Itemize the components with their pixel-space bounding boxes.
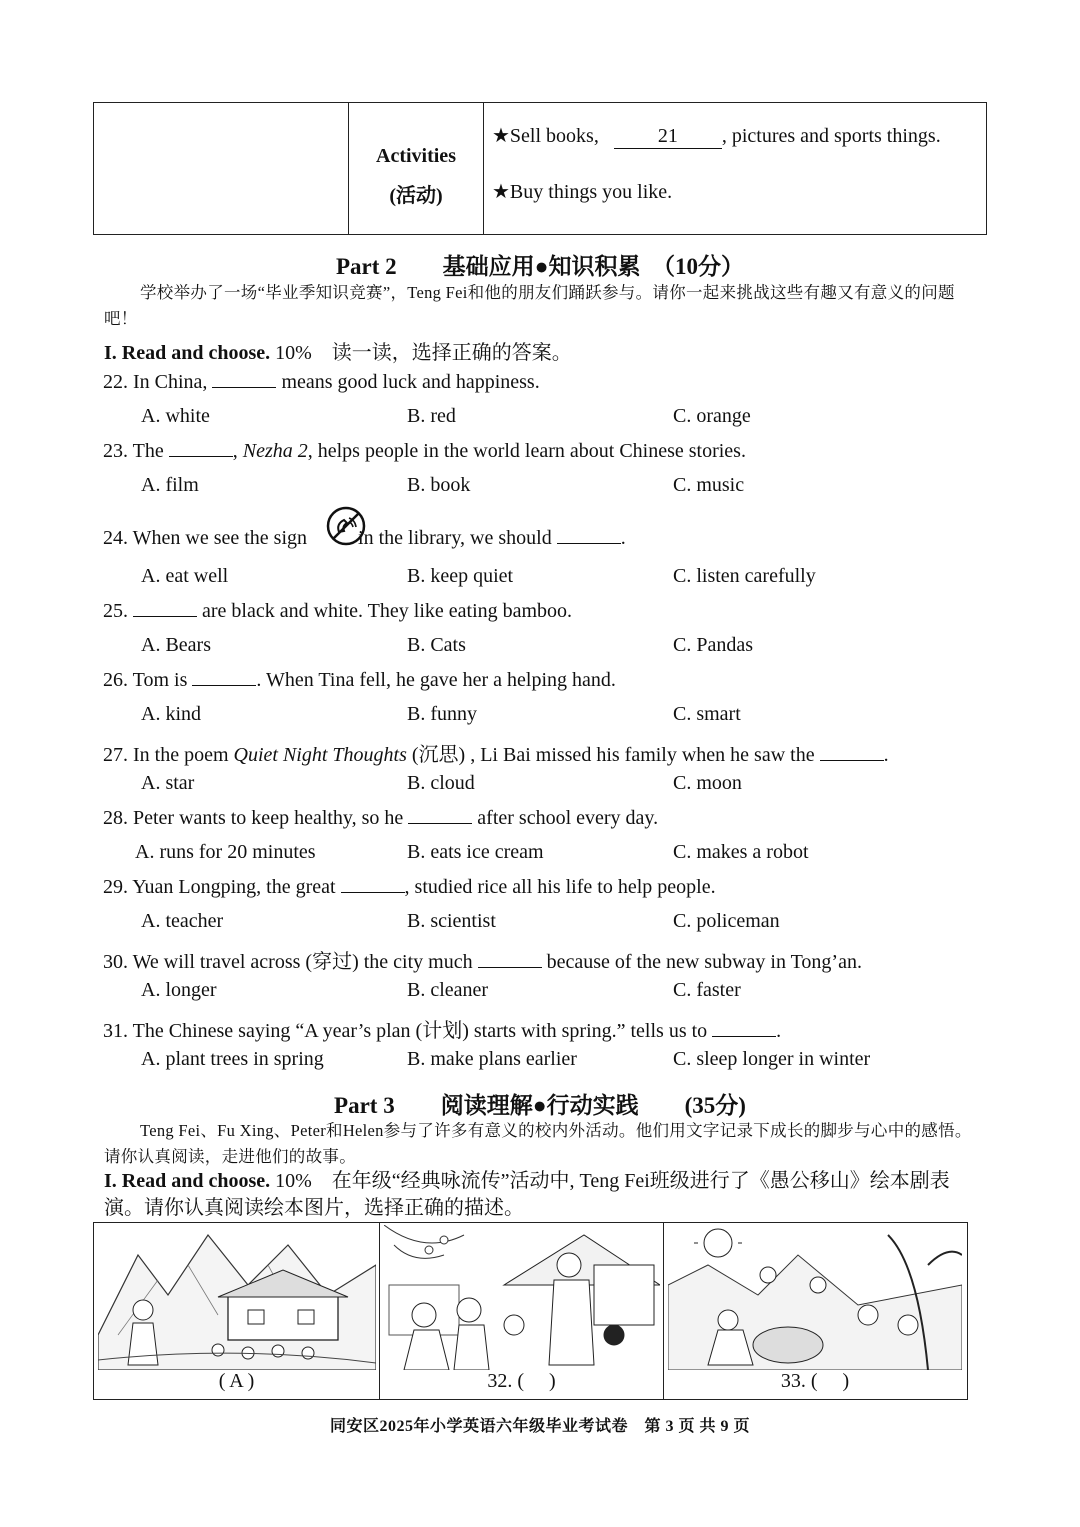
option-c[interactable]: C. listen carefully [673, 565, 816, 587]
moving-rocks-illustration [668, 1225, 962, 1370]
answer-blank[interactable] [169, 440, 233, 457]
q23-pre: 23. The [103, 440, 169, 462]
option-c[interactable]: C. smart [673, 703, 741, 725]
q27-post: (沉思) , Li Bai missed his family when he saw the [406, 744, 820, 766]
option-a[interactable]: A. plant trees in spring [141, 1048, 324, 1070]
answer-blank[interactable] [408, 807, 472, 824]
option-a[interactable]: A. star [141, 772, 195, 794]
question-22 [103, 371, 540, 394]
part2-section-heading [104, 336, 572, 365]
picture-33 [664, 1223, 966, 1399]
question-31 [103, 1014, 781, 1043]
option-a[interactable]: A. white [141, 405, 210, 427]
question-26 [103, 669, 616, 692]
section-rest: 10% 在年级“经典咏流传”活动中, Teng Fei班级进行了《愚公移山》绘本剧表演。请你认真阅读绘本图片，选择正确的描述。 [104, 1170, 950, 1219]
q22-pre: 22. In China, [103, 371, 213, 393]
section-bold: I. Read and choose. [104, 342, 271, 364]
yugong-mountain-scene-illustration [98, 1225, 376, 1370]
q25-post: are black and white. They like eating bamboo. [197, 600, 573, 622]
activity-answer: 21 [614, 125, 722, 149]
option-c[interactable]: C. makes a robot [673, 841, 809, 863]
question-30 [103, 945, 862, 974]
picture-book-strip [93, 1222, 968, 1400]
option-c[interactable]: C. faster [673, 979, 741, 1001]
question-28 [103, 807, 658, 830]
q28-pre: 28. Peter wants to keep healthy, so he [103, 807, 409, 829]
answer-blank[interactable] [192, 669, 256, 686]
question-23 [103, 440, 746, 463]
answer-blank[interactable] [820, 744, 884, 761]
q28-post: after school every day. [472, 807, 659, 829]
q27-italic: Quiet Night Thoughts [233, 744, 407, 766]
q31-pre: 31. The Chinese saying “A year’s plan (计划) starts with spring.” tells us to [103, 1020, 713, 1042]
question-25 [103, 600, 572, 623]
caption-32: 32. ( ) [487, 1370, 556, 1392]
option-a[interactable]: A. kind [141, 703, 201, 725]
answer-blank[interactable] [557, 527, 621, 544]
q23-mid: , [232, 440, 243, 462]
section-bold: I. Read and choose. [104, 1170, 271, 1192]
caption-a: ( A ) [218, 1370, 255, 1392]
q29-post: , studied rice all his life to help people. [404, 876, 716, 898]
option-c[interactable]: C. Pandas [673, 634, 753, 656]
option-b[interactable]: B. Cats [407, 634, 466, 656]
activities-zh: (活动) [389, 185, 443, 207]
table-cell-activities-content [484, 103, 986, 234]
q29-pre: 29. Yuan Longping, the great [103, 876, 341, 898]
part2-title: Part 2 基础应用●知识积累 （10分） [335, 254, 745, 279]
option-b[interactable]: B. book [407, 474, 471, 496]
answer-blank[interactable] [341, 876, 405, 893]
activities-en: Activities [376, 145, 456, 167]
q30-pre: 30. We will travel across (穿过) the city much [103, 951, 478, 973]
option-a[interactable]: A. eat well [141, 565, 229, 587]
option-a[interactable]: A. Bears [141, 634, 211, 656]
option-c[interactable]: C. sleep longer in winter [673, 1048, 871, 1070]
q26-pre: 26. Tom is [103, 669, 193, 691]
option-c[interactable]: C. policeman [673, 910, 780, 932]
q27-end: . [883, 744, 889, 766]
table-cell-empty [94, 103, 349, 234]
activities-table [93, 102, 987, 235]
picture-32 [380, 1223, 664, 1399]
section-rest: 10% 读一读，选择正确的答案。 [270, 342, 572, 364]
option-a[interactable]: A. film [141, 474, 199, 496]
q27-pre: 27. In the poem [103, 744, 234, 766]
part2-intro: 学校举办了一场“毕业季知识竞赛”，Teng Fei和他的朋友们踊跃参与。请你一起来挑战这些有趣又有意义的问题吧！ [104, 283, 955, 328]
q26-post: . When Tina fell, he gave her a helping hand. [256, 669, 616, 691]
q24-end: . [620, 527, 626, 549]
answer-blank[interactable] [712, 1020, 776, 1037]
option-b[interactable]: B. cleaner [407, 979, 489, 1001]
caption-33: 33. ( ) [780, 1370, 850, 1392]
option-b[interactable]: B. red [407, 405, 456, 427]
family-discussion-illustration [384, 1225, 660, 1370]
option-b[interactable]: B. funny [407, 703, 477, 725]
q23-italic: Nezha 2 [242, 440, 308, 462]
no-phone-sign-icon [325, 505, 367, 547]
page-footer: 同安区2025年小学英语六年级毕业考试卷 第 3 页 共 9 页 [329, 1418, 750, 1435]
q25-pre: 25. [103, 600, 133, 622]
question-27 [103, 738, 889, 767]
activity-line1-post: , pictures and sports things. [721, 125, 941, 147]
question-29 [103, 876, 716, 899]
option-b[interactable]: B. scientist [407, 910, 496, 932]
q24-pre: 24. When we see the sign [103, 527, 308, 549]
option-a[interactable]: A. longer [141, 979, 217, 1001]
part3-title: Part 3 阅读理解●行动实践 (35分) [334, 1093, 746, 1118]
part3-section-heading [104, 1168, 974, 1222]
q24-post: in the library, we should [353, 527, 557, 549]
option-c[interactable]: C. music [673, 474, 745, 496]
activity-line2: ★Buy things you like. [492, 181, 673, 203]
picture-a [94, 1223, 380, 1399]
answer-blank[interactable] [133, 600, 197, 617]
part3-intro: Teng Fei、Fu Xing、Peter和Helen参与了许多有意义的校内外活动。他们用文字记录下成长的脚步与心中的感悟。请你认真阅读，走进他们的故事。 [104, 1121, 972, 1166]
option-a[interactable]: A. teacher [141, 910, 224, 932]
answer-blank[interactable] [478, 951, 542, 968]
table-cell-activities-label [349, 103, 484, 234]
option-b[interactable]: B. cloud [407, 772, 475, 794]
option-a[interactable]: A. runs for 20 minutes [135, 841, 316, 863]
option-c[interactable]: C. orange [673, 405, 751, 427]
option-b[interactable]: B. keep quiet [407, 565, 514, 587]
activity-line1-pre: ★Sell books, [492, 125, 599, 147]
option-b[interactable]: B. eats ice cream [407, 841, 544, 863]
q22-post: means good luck and happiness. [276, 371, 540, 393]
q23-post: , helps people in the world learn about Chinese stories. [307, 440, 746, 462]
q31-end: . [776, 1020, 782, 1042]
answer-blank[interactable] [212, 371, 276, 388]
option-b[interactable]: B. make plans earlier [407, 1048, 577, 1070]
q30-post: because of the new subway in Tong’an. [541, 951, 862, 973]
option-c[interactable]: C. moon [673, 772, 742, 794]
